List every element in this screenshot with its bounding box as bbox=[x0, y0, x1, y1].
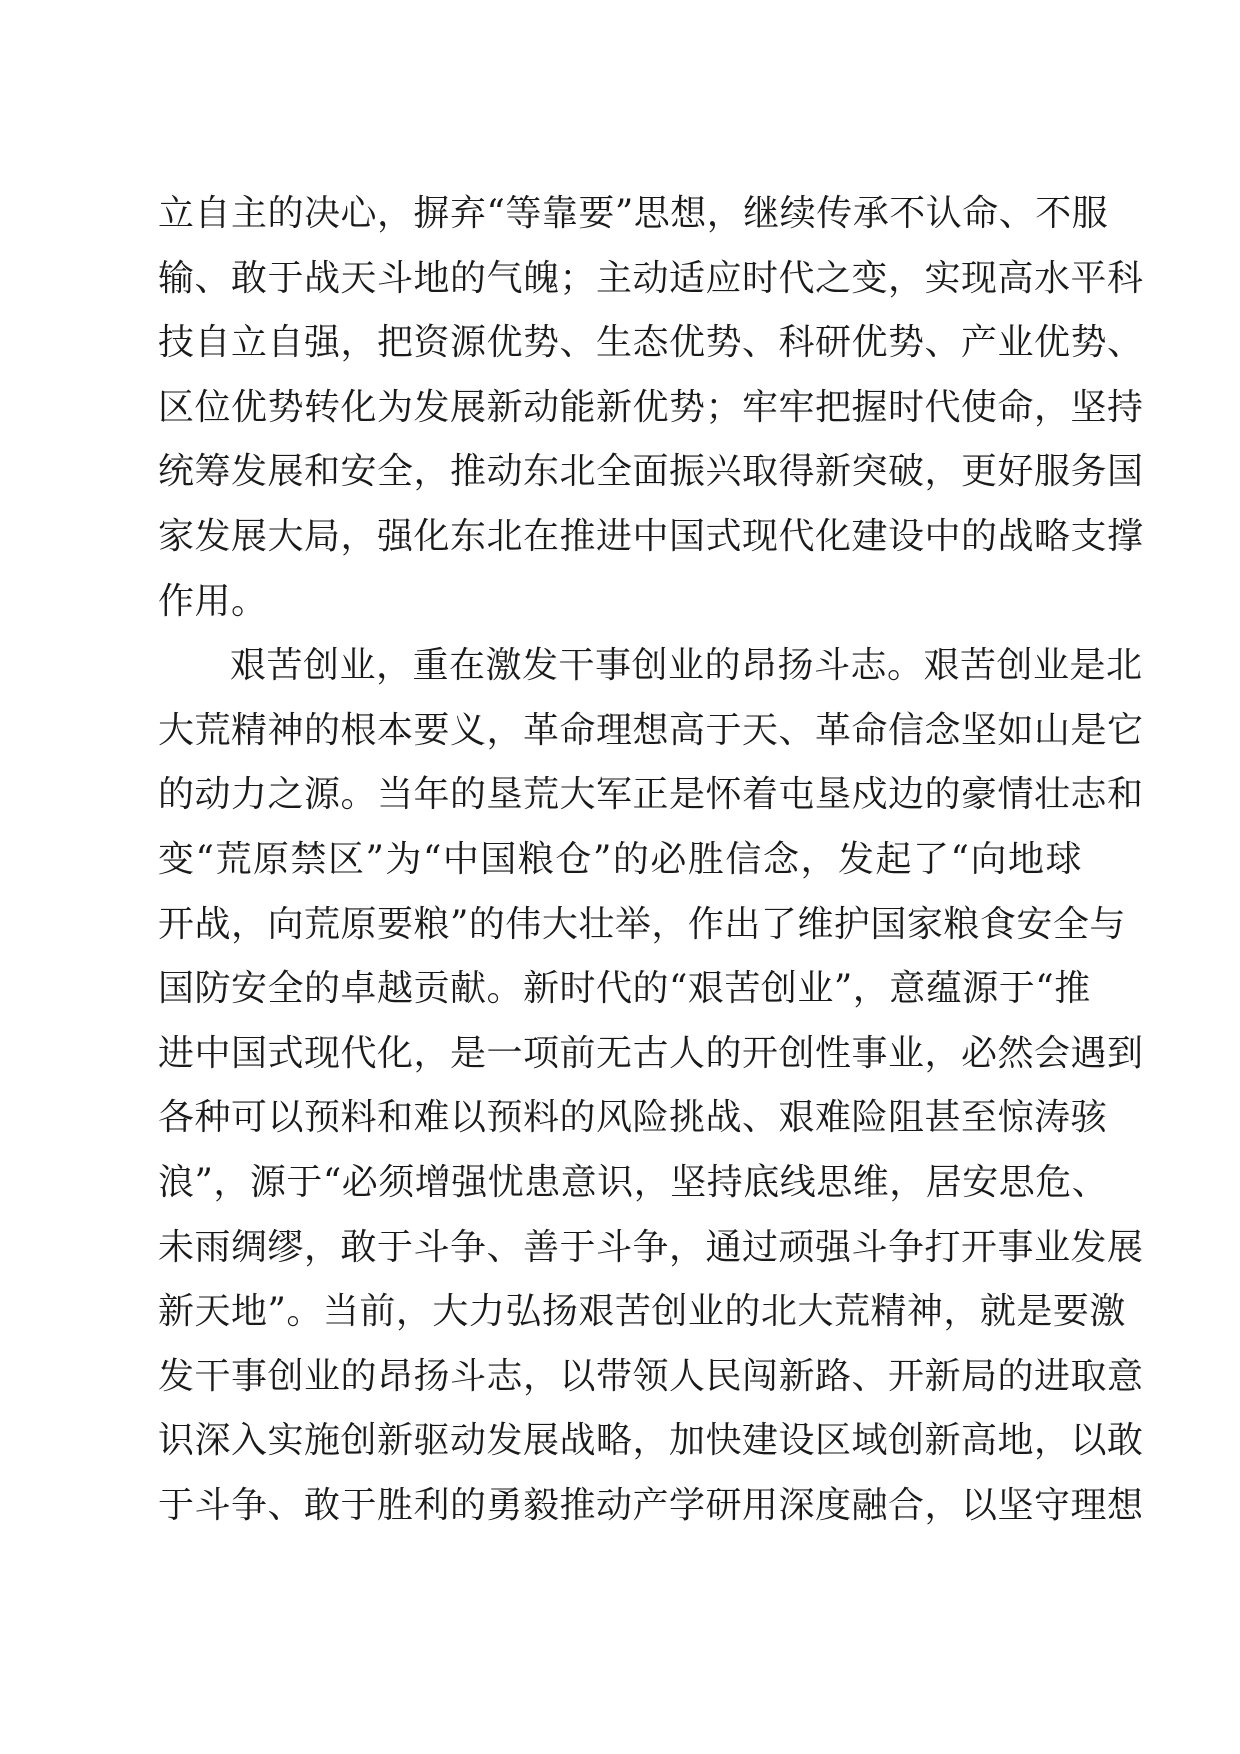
text-line: 未雨绸缪，敢于斗争、善于斗争，通过顽强斗争打开事业发展 bbox=[158, 1226, 1144, 1268]
text-line: 大荒精神的根本要义，革命理想高于天、革命信念坚如山是它 bbox=[158, 709, 1144, 751]
text-line: 变“荒原禁区”为“中国粮仓”的必胜信念，发起了“向地球 bbox=[158, 838, 1082, 880]
document-body bbox=[158, 182, 1144, 1538]
paragraph-2 bbox=[158, 634, 1144, 1538]
text-line: 国防安全的卓越贡献。新时代的“艰苦创业”，意蕴源于“推 bbox=[158, 968, 1091, 1010]
text-line: 技自立自强，把资源优势、生态优势、科研优势、产业优势、 bbox=[158, 322, 1144, 364]
text-line: 开战，向荒原要粮”的伟大壮举，作出了维护国家粮食安全与 bbox=[158, 903, 1126, 945]
text-line: 于斗争、敢于胜利的勇毅推动产学研用深度融合，以坚守理想 bbox=[158, 1484, 1144, 1526]
text-line: 新天地”。当前，大力弘扬艰苦创业的北大荒精神，就是要激 bbox=[158, 1291, 1126, 1333]
text-line: 区位优势转化为发展新动能新优势；牢牢把握时代使命，坚持 bbox=[158, 386, 1144, 428]
text-line: 进中国式现代化，是一项前无古人的开创性事业，必然会遇到 bbox=[158, 1032, 1144, 1074]
text-line: 立自主的决心，摒弃“等靠要”思想，继续传承不认命、不服 bbox=[158, 193, 1109, 234]
paragraph-1 bbox=[158, 182, 1144, 634]
text-line: 识深入实施创新驱动发展战略，加快建设区域创新高地，以敢 bbox=[158, 1420, 1144, 1462]
text-line: 各种可以预料和难以预料的风险挑战、艰难险阻甚至惊涛骇 bbox=[158, 1097, 1108, 1139]
text-line: 的动力之源。当年的垦荒大军正是怀着屯垦戍边的豪情壮志和 bbox=[158, 774, 1144, 816]
text-line: 家发展大局，强化东北在推进中国式现代化建设中的战略支撑 bbox=[158, 515, 1144, 557]
text-line: 统筹发展和安全，推动东北全面振兴取得新突破，更好服务国 bbox=[158, 451, 1144, 493]
text-line: 发干事创业的昂扬斗志，以带领人民闯新路、开新局的进取意 bbox=[158, 1355, 1144, 1397]
text-line: 输、敢于战天斗地的气魄；主动适应时代之变，实现高水平科 bbox=[158, 257, 1144, 299]
text-line: 作用。 bbox=[158, 580, 268, 622]
text-line: 浪”，源于“必须增强忧患意识，坚持底线思维，居安思危、 bbox=[158, 1161, 1109, 1203]
text-line: 艰苦创业，重在激发干事创业的昂扬斗志。艰苦创业是北 bbox=[230, 645, 1143, 687]
